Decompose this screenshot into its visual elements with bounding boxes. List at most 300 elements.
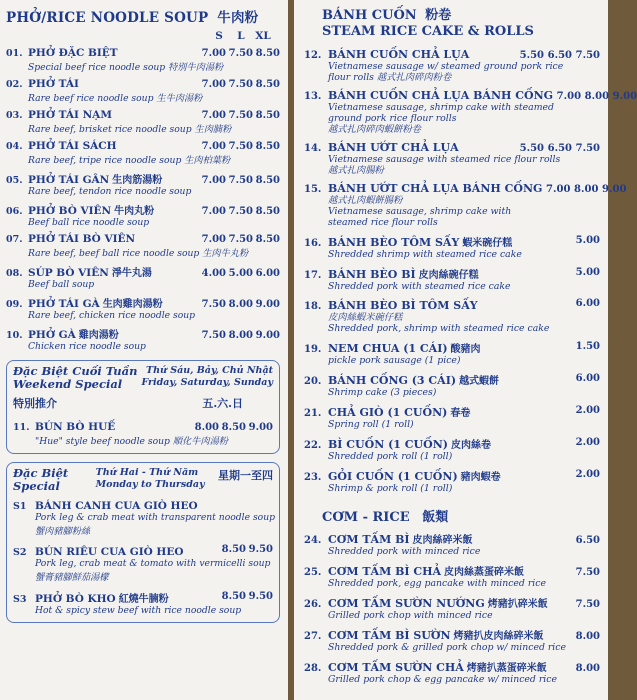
price-l: 7.50 — [228, 48, 253, 59]
item-header — [304, 627, 600, 642]
item-name: BÁNH CANH CUA GIÒ HEO — [35, 500, 198, 512]
item-name: NEM CHUA (1 CÁI) — [328, 342, 448, 355]
item-name-zh: 皮肉絲碗仔糕 — [418, 270, 479, 281]
price-l: 6.50 — [547, 143, 572, 154]
menu-item-17 — [304, 266, 600, 292]
item-prices — [516, 405, 600, 416]
item-name-zh: 紅燒牛腩粉 — [118, 594, 169, 605]
item-name: BÚN RIÊU CUA GIÒ HEO — [35, 546, 184, 558]
weekday-days-en: Monday to Thursday — [95, 479, 205, 490]
item-header — [304, 48, 600, 61]
price-xl: 5.00 — [575, 267, 600, 278]
weekend-special-box — [6, 360, 280, 454]
item-prices — [199, 206, 280, 217]
item-description: Grilled pork chop & egg pancake w/ minced rice — [328, 674, 557, 685]
menu-item-18 — [304, 298, 600, 334]
price-s — [516, 405, 544, 416]
item-prices — [553, 91, 637, 102]
price-s: 7.00 — [201, 48, 226, 59]
item-prices — [516, 437, 600, 448]
item-number: 19. — [304, 344, 322, 355]
item-name-wrap — [28, 295, 199, 310]
price-xl: 5.00 — [575, 235, 600, 246]
item-prices — [516, 373, 600, 384]
menu-item-11 — [13, 421, 273, 447]
rice-title-vn: CƠM - RICE — [322, 510, 410, 525]
item-description: Pork leg & crab meat with transparent noodle soup — [35, 512, 275, 523]
item-name-wrap — [35, 546, 192, 558]
item-name-zh: 皮肉絲碎米飯 — [412, 535, 473, 546]
item-header — [304, 531, 600, 546]
item-name-zh: 烤豬扒蒸蛋碎米飯 — [466, 663, 547, 674]
item-name-wrap — [28, 109, 199, 121]
price-s: 7.00 — [201, 206, 226, 217]
item-description: Beef ball soup — [28, 279, 95, 290]
item-name-zh: 越式蝦餅 — [459, 376, 500, 387]
item-name: PHỞ TÁI — [28, 78, 79, 90]
item-number: 13. — [304, 91, 322, 102]
menu-item-23 — [304, 468, 600, 494]
item-description: Shredded pork, shrimp with steamed rice cake — [328, 323, 550, 334]
price-s: 5.50 — [519, 50, 544, 61]
pho-title-vn: PHỞ/RICE NOODLE SOUP — [6, 10, 209, 26]
item-prices — [192, 544, 273, 555]
item-header — [304, 182, 627, 195]
price-s — [516, 437, 544, 448]
item-name-wrap — [35, 590, 192, 605]
item-description: Shredded pork with minced rice — [328, 546, 481, 557]
item-name: CHẢ GIÒ (1 CUỐN) — [328, 406, 448, 419]
price-xl: 8.50 — [255, 206, 280, 217]
item-description: Rare beef, chicken rice noodle soup — [28, 310, 196, 321]
menu-item-25 — [304, 563, 600, 589]
item-description: Beef ball rice noodle soup — [28, 217, 150, 228]
item-description: Shredded shrimp with steamed rice cake — [328, 249, 522, 260]
item-header — [6, 47, 280, 59]
item-number: 03. — [6, 110, 23, 121]
weekday-list — [13, 500, 273, 616]
item-name: PHỞ TÁI GÀ — [28, 298, 100, 310]
item-description: Rare beef, beef ball rice noodle soup 生肉牛丸粉 — [28, 248, 249, 259]
item-name-zh: 皮肉絲蒸蛋碎米飯 — [444, 567, 525, 578]
item-description: Rare beef rice noodle soup 生牛肉湯粉 — [28, 93, 203, 104]
item-name-zh: 皮肉絲卷 — [450, 440, 491, 451]
banh-cuon-title-en: STEAM RICE CAKE & ROLLS — [322, 24, 534, 39]
price-xl: 8.50 — [255, 79, 280, 90]
price-s: 7.50 — [201, 330, 226, 341]
item-name: BÁNH ƯỚT CHẢ LỤA — [328, 141, 459, 154]
item-name-zh: 生肉雞肉湯粉 — [102, 299, 163, 310]
item-description: 皮肉絲蝦米碗仔糕 — [328, 312, 403, 323]
item-number: 01. — [6, 48, 23, 59]
item-number: 27. — [304, 631, 322, 642]
price-s: 7.00 — [201, 79, 226, 90]
banh-cuon-title-zh: 粉卷 — [425, 8, 452, 23]
item-prices — [516, 267, 600, 278]
item-name: BÚN BÒ HUẾ — [35, 421, 116, 433]
item-number: S1 — [13, 501, 27, 512]
item-prices — [199, 234, 280, 245]
item-name-wrap — [28, 264, 199, 279]
item-name: GỎI CUỐN (1 CUỐN) — [328, 470, 458, 483]
menu-item-15 — [304, 182, 627, 228]
price-l: 8.00 — [228, 299, 253, 310]
item-number: 14. — [304, 143, 322, 154]
item-description: Shrimp cake (3 pieces) — [328, 387, 437, 398]
menu-item-27 — [304, 627, 600, 653]
item-name-zh: 烤豬扒碎米飯 — [487, 599, 548, 610]
item-number: 10. — [6, 330, 23, 341]
item-header — [304, 436, 600, 451]
item-description: Shrimp & pork roll (1 roll) — [328, 483, 453, 494]
menu-item-s1 — [13, 500, 273, 537]
item-description: 越式扎肉腸粉 — [328, 165, 384, 176]
price-xl: 2.00 — [575, 437, 600, 448]
price-s: 7.00 — [546, 184, 571, 195]
item-description: Shredded pork, egg pancake with minced rice — [328, 578, 546, 589]
weekday-special-box — [6, 462, 280, 623]
price-s — [516, 298, 544, 309]
weekend-title-en: Weekend Special — [13, 377, 123, 391]
rice-list — [304, 531, 600, 685]
item-prices — [542, 184, 626, 195]
menu-item-21 — [304, 404, 600, 430]
item-name: PHỞ BÒ VIÊN — [28, 205, 112, 217]
menu-item-12 — [304, 48, 600, 83]
item-header — [13, 544, 273, 558]
item-name: PHỞ TÁI NẠM — [28, 109, 112, 121]
item-name: BÌ CUỐN (1 CUỐN) — [328, 438, 448, 451]
item-prices — [516, 235, 600, 246]
item-price: 7.50 — [575, 599, 600, 610]
item-prices — [199, 330, 280, 341]
item-description: Vietnamese sausage w/ steamed ground pork rice — [328, 61, 564, 72]
price-l: 7.50 — [228, 206, 253, 217]
item-header — [304, 266, 600, 281]
item-name-wrap — [28, 202, 199, 217]
weekend-title-vn: Đặc Biệt Cuối Tuần — [13, 364, 138, 378]
price-s — [516, 341, 544, 352]
item-description: Hot & spicy stew beef with rice noodle soup — [35, 605, 242, 616]
item-name: PHỞ GÀ — [28, 329, 76, 341]
price-l: 7.50 — [228, 141, 253, 152]
price-l — [544, 298, 572, 309]
menu-item-09 — [6, 295, 280, 321]
price-s: 7.00 — [201, 234, 226, 245]
price-xl: 6.00 — [575, 298, 600, 309]
item-header — [6, 140, 280, 152]
item-description: Spring roll (1 roll) — [328, 419, 414, 430]
price-xl: 9.00 — [612, 91, 637, 102]
item-description: ground pork rice flour rolls — [328, 113, 457, 124]
size-s: S — [215, 30, 223, 42]
weekend-days-en: Friday, Saturday, Sunday — [141, 377, 273, 388]
price-xl: 9.00 — [255, 299, 280, 310]
item-number: 04. — [6, 141, 23, 152]
left-menu-page — [0, 0, 288, 700]
item-number: 02. — [6, 79, 23, 90]
item-description: Grilled pork chop with minced rice — [328, 610, 493, 621]
item-header — [304, 372, 600, 387]
item-description: Rare beef, tripe rice noodle soup 生肉柏葉粉 — [28, 155, 231, 166]
menu-item-26 — [304, 595, 600, 621]
item-name: PHỞ BÒ KHO — [35, 593, 116, 605]
item-price: 8.00 — [575, 663, 600, 674]
item-name: PHỞ TÁI BÒ VIÊN — [28, 233, 136, 245]
item-number: 18. — [304, 301, 322, 312]
banh-cuon-title-vn: BÁNH CUỐN — [322, 8, 417, 23]
item-name: BÁNH ƯỚT CHẢ LỤA BÁNH CỐNG — [328, 182, 543, 195]
price-xl: 2.00 — [575, 405, 600, 416]
weekend-days-vn: Thứ Sáu, Bảy, Chủ Nhật — [146, 365, 273, 376]
price-l: 7.50 — [228, 175, 253, 186]
item-header — [13, 500, 273, 512]
item-number: 23. — [304, 472, 322, 483]
size-xl: XL — [255, 30, 271, 42]
item-header — [6, 171, 280, 186]
price-l: 8.50 — [221, 422, 246, 433]
menu-item-10 — [6, 326, 280, 352]
banh-cuon-title — [304, 8, 600, 24]
menu-item-08 — [6, 264, 280, 290]
item-number: 17. — [304, 270, 322, 281]
item-name-wrap — [28, 140, 199, 152]
item-name: CƠM TẤM BÌ CHẢ — [328, 565, 442, 578]
item-number: S3 — [13, 594, 27, 605]
menu-item-05 — [6, 171, 280, 197]
price-s — [516, 469, 544, 480]
price-xl: 9.00 — [255, 330, 280, 341]
price-l: 6.50 — [547, 50, 572, 61]
item-name: PHỞ TÁI SÁCH — [28, 140, 117, 152]
item-header — [304, 595, 600, 610]
item-description: 越式扎肉蝦餅腸粉 — [328, 195, 403, 206]
item-name-wrap — [28, 233, 199, 245]
item-description: Special beef rice noodle soup 特別牛肉湯粉 — [28, 62, 224, 73]
pho-title-zh: 牛肉粉 — [217, 10, 259, 26]
item-name: BÁNH BÈO TÔM SẤY — [328, 236, 460, 249]
item-description: Chicken rice noodle soup — [28, 341, 146, 352]
price-xl: 9.50 — [248, 591, 273, 602]
price-s: 7.00 — [556, 91, 582, 102]
price-l: 7.50 — [228, 110, 253, 121]
price-xl: 7.50 — [575, 143, 600, 154]
item-header — [6, 233, 280, 245]
menu-item-04 — [6, 140, 280, 166]
item-name-zh: 雞肉湯粉 — [78, 330, 119, 341]
item-description: Rare beef, tendon rice noodle soup — [28, 186, 192, 197]
menu-item-01 — [6, 47, 280, 73]
item-name-zh: 豬肉蝦卷 — [460, 472, 501, 483]
size-headers — [6, 30, 280, 42]
item-header — [6, 326, 280, 341]
price-l: 8.00 — [574, 184, 599, 195]
item-number: S2 — [13, 547, 27, 558]
menu-item-07 — [6, 233, 280, 259]
rice-section-title — [304, 506, 600, 525]
item-name-zh: 酸豬肉 — [450, 344, 481, 355]
item-number: 12. — [304, 50, 322, 61]
item-prices — [516, 50, 600, 61]
pho-section-title — [6, 6, 280, 26]
price-s: 8.00 — [194, 422, 219, 433]
price-xl: 6.00 — [255, 268, 280, 279]
menu-item-14 — [304, 141, 600, 176]
item-description: Pork leg, crab meat & tomato with vermicelli soup — [35, 558, 271, 569]
item-name-zh: 烤豬扒皮肉絲碎米飯 — [453, 631, 544, 642]
item-header — [304, 141, 600, 154]
item-name-wrap — [28, 47, 199, 59]
item-prices — [192, 591, 273, 602]
price-s — [192, 591, 219, 602]
item-name: CƠM TẤM BÌ — [328, 533, 410, 546]
item-prices — [516, 298, 600, 309]
price-s: 4.00 — [201, 268, 226, 279]
item-description: Vietnamese sausage, shrimp cake with — [328, 206, 512, 217]
price-l — [544, 373, 572, 384]
item-description: Shredded pork with steamed rice cake — [328, 281, 511, 292]
item-prices — [516, 341, 600, 352]
price-s: 7.00 — [201, 141, 226, 152]
item-description-zh: 蟹膏豬腳鮮茄湯檬 — [35, 572, 109, 583]
weekday-days-zh: 星期一至四 — [218, 469, 273, 482]
item-price: 7.50 — [575, 567, 600, 578]
item-number: 22. — [304, 440, 322, 451]
item-name: CƠM TẤM SƯỜN NƯỚNG — [328, 597, 485, 610]
item-name: SÚP BÒ VIÊN — [28, 267, 109, 279]
menu-item-20 — [304, 372, 600, 398]
weekday-title-vn: Đặc Biệt — [13, 466, 69, 480]
menu-item-03 — [6, 109, 280, 135]
price-l — [544, 341, 572, 352]
item-prices — [199, 299, 280, 310]
item-number: 09. — [6, 299, 23, 310]
item-header — [304, 468, 600, 483]
item-number: 21. — [304, 408, 322, 419]
item-prices — [199, 79, 280, 90]
menu-item-02 — [6, 78, 280, 104]
price-l: 7.50 — [228, 234, 253, 245]
price-s: 7.00 — [201, 110, 226, 121]
price-l — [544, 405, 572, 416]
item-number: 07. — [6, 234, 23, 245]
item-name-wrap — [28, 171, 199, 186]
menu-item-s3 — [13, 590, 273, 616]
weekend-days-zh: 五.六.日 — [202, 397, 243, 410]
price-l: 8.50 — [221, 591, 246, 602]
item-name-wrap — [35, 500, 198, 512]
price-xl: 8.50 — [255, 175, 280, 186]
menu-item-16 — [304, 234, 600, 260]
item-description: Vietnamese sausage with steamed rice flour rolls — [328, 154, 561, 165]
item-number: 28. — [304, 663, 322, 674]
item-name: BÁNH BÈO BÌ TÔM SẤY — [328, 299, 478, 312]
price-l: 7.50 — [228, 79, 253, 90]
price-l: 5.00 — [228, 268, 253, 279]
item-name: BÁNH CUỐN CHẢ LỤA — [328, 48, 470, 61]
item-name: CƠM TẤM SƯỜN CHẢ — [328, 661, 464, 674]
item-number: 20. — [304, 376, 322, 387]
price-xl: 6.00 — [575, 373, 600, 384]
item-name-zh: 淨牛丸湯 — [111, 268, 152, 279]
item-name: BÁNH BÈO BÌ — [328, 268, 416, 281]
item-description: pickle pork sausage (1 pice) — [328, 355, 461, 366]
weekday-days-vn: Thứ Hai - Thứ Năm — [95, 467, 199, 478]
price-xl: 9.00 — [602, 184, 627, 195]
item-header — [6, 202, 280, 217]
price-l: 8.00 — [584, 91, 610, 102]
price-s — [516, 267, 544, 278]
item-number: 15. — [304, 184, 322, 195]
item-description: Shredded pork roll (1 roll) — [328, 451, 453, 462]
menu-item-19 — [304, 340, 600, 366]
item-description: Rare beef, brisket rice noodle soup 生肉腩粉 — [28, 124, 232, 135]
price-xl: 7.50 — [575, 50, 600, 61]
price-s — [516, 235, 544, 246]
item-header — [13, 590, 273, 605]
item-name: PHỞ TÁI GÂN — [28, 174, 110, 186]
price-s — [192, 544, 219, 555]
item-number: 08. — [6, 268, 23, 279]
price-xl: 8.50 — [255, 110, 280, 121]
item-name: BÁNH CUỐN CHẢ LỤA BÁNH CỐNG — [328, 89, 554, 102]
price-l — [544, 267, 572, 278]
price-xl: 8.50 — [255, 48, 280, 59]
item-header — [304, 89, 637, 102]
item-header — [304, 298, 600, 312]
price-xl: 8.50 — [255, 141, 280, 152]
item-prices — [199, 141, 280, 152]
price-l — [544, 235, 572, 246]
item-prices — [516, 469, 600, 480]
item-number: 24. — [304, 535, 322, 546]
menu-item-13 — [304, 89, 637, 135]
item-prices — [199, 110, 280, 121]
item-prices — [516, 143, 600, 154]
item-number: 16. — [304, 238, 322, 249]
size-l: L — [237, 30, 245, 42]
item-description: flour rolls 越式扎肉碎肉粉卷 — [328, 72, 452, 83]
item-name-zh: 蝦米碗仔糕 — [462, 238, 513, 249]
item-prices — [199, 48, 280, 59]
item-prices — [199, 175, 280, 186]
item-header — [304, 659, 600, 674]
item-description: steamed rice flour rolls — [328, 217, 438, 228]
price-l: 8.00 — [228, 330, 253, 341]
item-price: 8.00 — [575, 631, 600, 642]
item-header — [6, 109, 280, 121]
price-s: 7.50 — [201, 299, 226, 310]
item-header — [6, 78, 280, 90]
item-description-zh: 蟹肉豬腳粉絲 — [35, 526, 91, 537]
weekday-title-en: Special — [13, 479, 60, 493]
item-header — [6, 264, 280, 279]
price-xl: 1.50 — [575, 341, 600, 352]
price-s — [516, 373, 544, 384]
item-number: 26. — [304, 599, 322, 610]
item-name: BÁNH CỐNG (3 CÁI) — [328, 374, 457, 387]
item-header — [304, 563, 600, 578]
price-l — [544, 469, 572, 480]
item-name-wrap — [28, 326, 199, 341]
weekend-title-zh: 特別推介 — [13, 397, 57, 410]
item-header — [304, 404, 600, 419]
item-description: Shredded pork & grilled pork chop w/ minced rice — [328, 642, 566, 653]
item-number: 06. — [6, 206, 23, 217]
menu-item-28 — [304, 659, 600, 685]
item-number: 11. — [13, 422, 30, 433]
item-name: CƠM TẤM BÌ SƯỜN — [328, 629, 451, 642]
